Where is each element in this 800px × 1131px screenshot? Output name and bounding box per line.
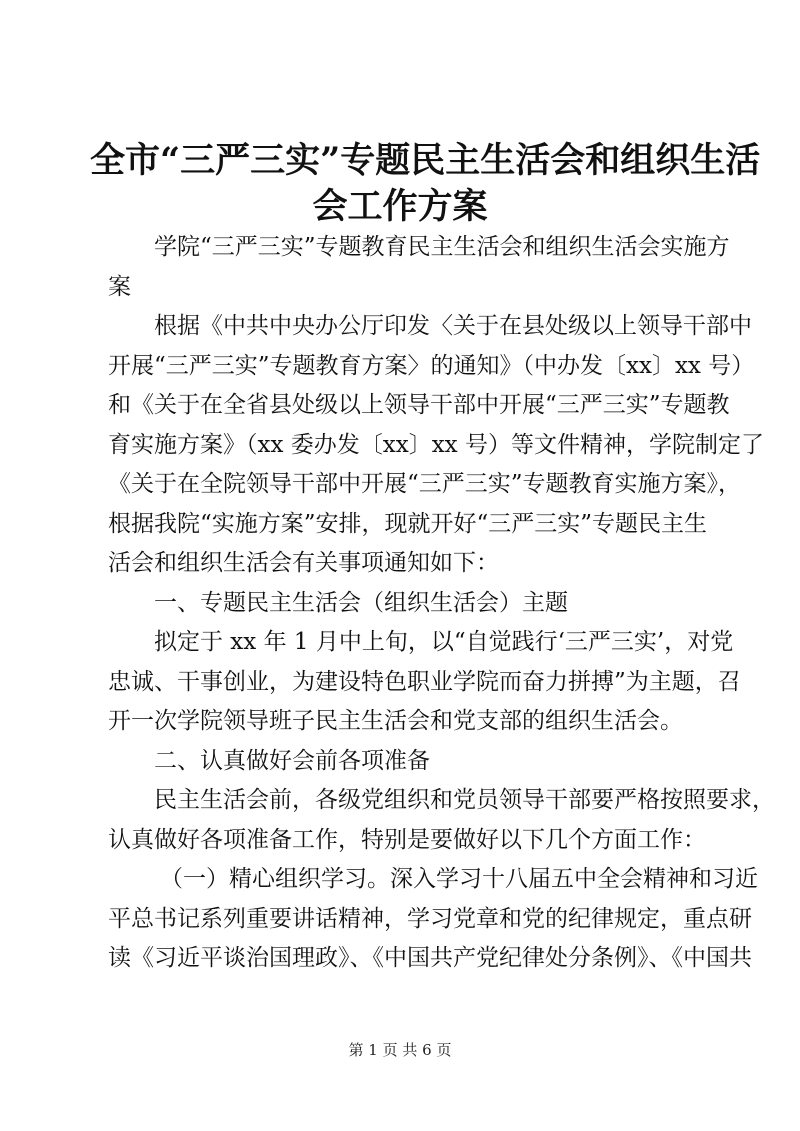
paragraph-line: 根据《中共中央办公厅印发〈关于在县处级以上领导干部中 — [154, 313, 752, 339]
paragraph-line: 读《习近平谈治国理政》、《中国共产党纪律处分条例》、《中国共 — [108, 945, 752, 971]
page-number: 第 1 页 共 6 页 — [348, 1041, 452, 1059]
page-footer — [0, 1040, 800, 1060]
paragraph-line: 认真做好各项准备工作，特别是要做好以下几个方面工作： — [108, 826, 706, 853]
subtitle-line: 案 — [108, 273, 131, 300]
paragraph-line: 拟定于 xx 年 1 月中上旬，以“自觉践行‘三严三实’，对党 — [154, 629, 734, 655]
paragraph-line: 根据我院“实施方案”安排，现就开好“三严三实”专题民主生 — [108, 510, 708, 537]
paragraph-line: 开一次学院领导班子民主生活会和党支部的组织生活会。 — [108, 708, 683, 734]
paragraph-line: 和《关于在全省县处级以上领导干部中开展“三严三实”专题教 — [108, 392, 730, 418]
paragraph-line: 民主生活会前，各级党组织和党员领导干部要严格按照要求， — [154, 787, 775, 813]
subsection-line: （一）精心组织学习。深入学习十八届五中全会精神和习近 — [160, 866, 758, 892]
paragraph-line: 开展“三严三实”专题教育方案〉的通知》（中办发〔xx〕xx 号） — [108, 352, 755, 379]
paragraph-line: 忠诚、干事创业，为建设特色职业学院而奋力拼搏”为主题，召 — [108, 668, 741, 695]
section-heading: 二、认真做好会前各项准备 — [154, 747, 430, 774]
paragraph-line: 育实施方案》（xx 委办发〔xx〕xx 号）等文件精神，学院制定了 — [108, 431, 764, 458]
subtitle-line: 学院“三严三实”专题教育民主生活会和组织生活会实施方 — [154, 234, 730, 260]
paragraph-line: 活会和组织生活会有关事项通知如下： — [108, 550, 499, 576]
document-body — [108, 228, 775, 979]
section-heading: 一、专题民主生活会（组织生活会）主题 — [154, 589, 568, 616]
title-line-2: 会工作方案 — [312, 186, 488, 227]
paragraph-line: 平总书记系列重要讲话精神，学习党章和党的纪律规定，重点研 — [108, 905, 752, 932]
document-title — [90, 138, 761, 230]
title-line-1: 全市“三严三实”专题民主生活会和组织生活 — [90, 140, 761, 181]
paragraph-line: 《关于在全院领导干部中开展“三严三实”专题教育实施方案》， — [108, 471, 742, 497]
